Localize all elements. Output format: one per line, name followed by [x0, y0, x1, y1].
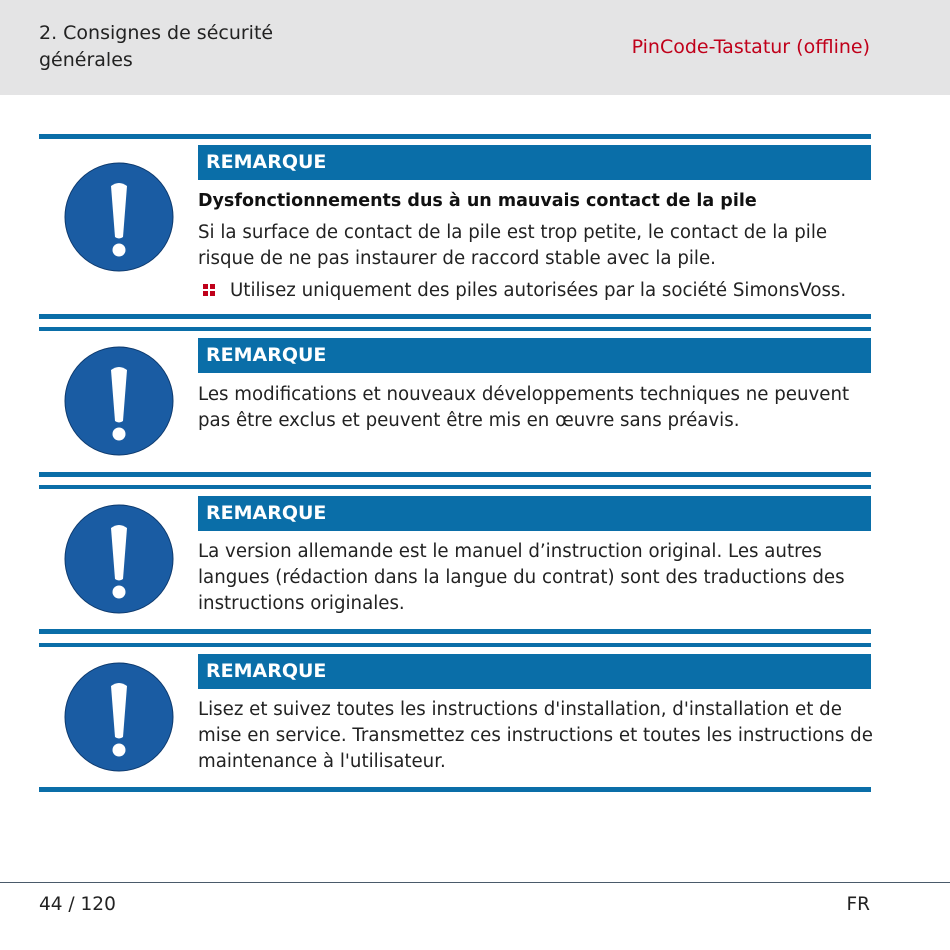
exclamation-icon — [64, 662, 174, 772]
notice-bottom-rule — [39, 629, 871, 634]
notice-subhead: Dysfonctionnements dus à un mauvais contact de la pile — [198, 191, 757, 211]
notice-content — [198, 188, 878, 304]
notice-installation-instructions — [39, 643, 871, 795]
notice-text: La version allemande est le manuel d’instruction original. Les autres langues (rédaction dans la langue du contrat) sont des traductions des instructions originales. — [198, 541, 845, 614]
notice-original-language — [39, 485, 871, 637]
page-header — [0, 0, 950, 95]
notice-top-rule — [39, 327, 871, 331]
notice-battery-contact — [39, 134, 871, 324]
product-name: PinCode-Tastatur (offline) — [631, 36, 870, 58]
exclamation-icon — [64, 346, 174, 456]
notice-text: Si la surface de contact de la pile est trop petite, le contact de la pile risque de ne pas instaurer de raccord stable avec la pile. — [198, 222, 828, 269]
notice-label: REMARQUE — [198, 145, 871, 180]
notice-label: REMARQUE — [198, 654, 871, 689]
notice-label: REMARQUE — [198, 496, 871, 531]
notice-technical-changes — [39, 327, 871, 479]
notice-bottom-rule — [39, 314, 871, 319]
notice-label: REMARQUE — [198, 338, 871, 373]
footer-divider — [0, 882, 950, 883]
section-title: 2. Consignes de sécurité générales — [39, 22, 274, 71]
page-number: 44 / 120 — [39, 894, 116, 915]
exclamation-icon — [64, 504, 174, 614]
notice-bottom-rule — [39, 472, 871, 477]
language-code: FR — [846, 894, 870, 915]
notice-top-rule — [39, 485, 871, 489]
notice-bottom-rule — [39, 787, 871, 792]
notice-bullet-text: Utilisez uniquement des piles autorisées par la société SimonsVoss. — [230, 280, 847, 301]
notice-bullet — [198, 278, 878, 304]
notice-text: Lisez et suivez toutes les instructions d'installation, d'installation et de mise en service. Transmettez ces instructions et toutes les instructions de maintenance à l'utilisateur. — [198, 699, 873, 772]
notice-top-rule — [39, 134, 871, 139]
exclamation-icon — [64, 162, 174, 272]
notice-text: Les modifications et nouveaux développements techniques ne peuvent pas être exclus et peuvent être mis en œuvre sans préavis. — [198, 384, 850, 431]
bullet-squares-icon — [203, 284, 216, 297]
notice-top-rule — [39, 643, 871, 647]
